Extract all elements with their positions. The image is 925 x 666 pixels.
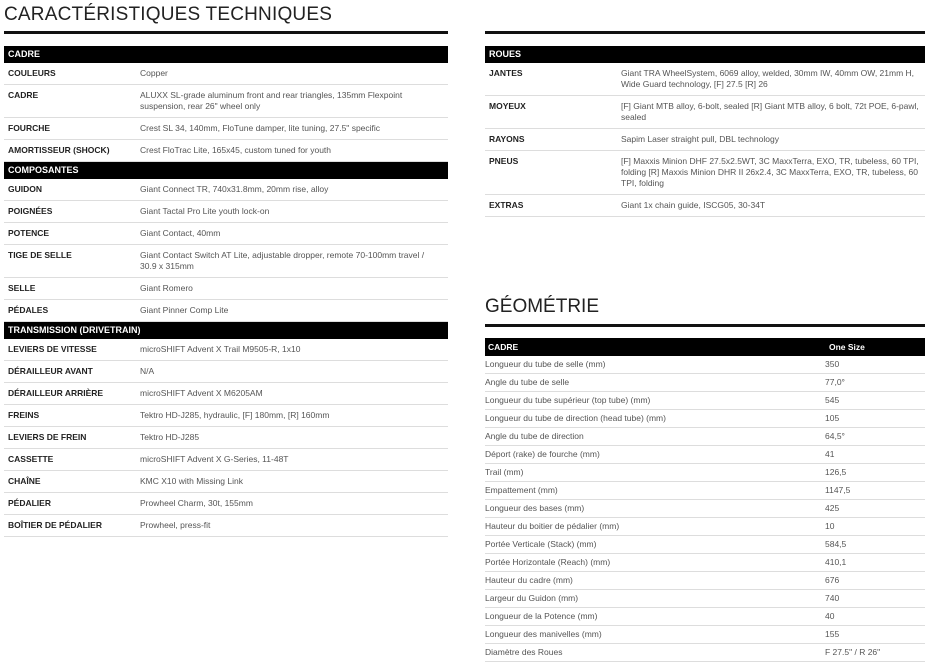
spec-label: AMORTISSEUR (SHOCK): [8, 145, 110, 155]
geometry-label: Empattement (mm): [485, 485, 558, 495]
geometry-row: [485, 572, 925, 590]
geometry-label: Longueur du tube de direction (head tube) (mm): [485, 413, 666, 423]
spec-value: Crest FloTrac Lite, 165x45, custom tuned for youth: [140, 145, 332, 155]
section-heading: CADRE: [4, 46, 448, 63]
spec-value: ALUXX SL-grade aluminum front and rear triangles, 135mm Flexpoint suspension, rear 26" wheel only: [140, 90, 403, 111]
spec-value: KMC X10 with Missing Link: [140, 476, 243, 486]
geometry-row: [485, 536, 925, 554]
spec-label: LEVIERS DE VITESSE: [8, 344, 97, 354]
spec-row: [485, 129, 925, 151]
geometry-row: [485, 590, 925, 608]
geometry-header-size: One Size: [829, 342, 865, 352]
geometry-value: 350: [825, 359, 840, 369]
geometry-row: [485, 518, 925, 536]
spec-row: [4, 361, 448, 383]
geometry-value: 77,0°: [825, 377, 845, 387]
spec-value: Prowheel, press-fit: [140, 520, 211, 530]
geometry-label: Angle du tube de direction: [485, 431, 584, 441]
spec-row: [485, 63, 925, 96]
geometry-value: 676: [825, 575, 840, 585]
spec-row: [4, 179, 448, 201]
geometry-label: Longueur des bases (mm): [485, 503, 585, 513]
geometry-label: Hauteur du cadre (mm): [485, 575, 573, 585]
spec-row: [485, 96, 925, 129]
spec-label: EXTRAS: [489, 200, 524, 210]
spec-label: CASSETTE: [8, 454, 54, 464]
geometry-table-header: [485, 338, 925, 356]
spec-label: PNEUS: [489, 156, 519, 166]
spec-table-right: [485, 46, 925, 217]
geometry-value: F 27.5" / R 26": [825, 647, 881, 657]
spec-value: Giant 1x chain guide, ISCG05, 30-34T: [621, 200, 766, 210]
spec-label: POIGNÉES: [8, 206, 53, 216]
spec-value: Copper: [140, 68, 168, 78]
geometry-value: 425: [825, 503, 840, 513]
geometry-label: Portée Horizontale (Reach) (mm): [485, 557, 611, 567]
geometry-label: Longueur du tube supérieur (top tube) (mm): [485, 395, 651, 405]
section-heading: ROUES: [485, 46, 925, 63]
spec-label: MOYEUX: [489, 101, 526, 111]
spec-label: FREINS: [8, 410, 40, 420]
spec-row: [4, 140, 448, 162]
section-heading: COMPOSANTES: [4, 162, 448, 179]
spec-value: Crest SL 34, 140mm, FloTune damper, lite tuning, 27.5" specific: [140, 123, 381, 133]
geometry-value: 584,5: [825, 539, 847, 549]
title-rule-right: [485, 31, 925, 34]
geometry-value: 545: [825, 395, 840, 405]
spec-value: Giant Romero: [140, 283, 193, 293]
spec-row: [4, 339, 448, 361]
geometry-label: Largeur du Guidon (mm): [485, 593, 579, 603]
geometry-label: Angle du tube de selle: [485, 377, 570, 387]
spec-row: [4, 245, 448, 278]
geometry-header-label: CADRE: [488, 342, 519, 352]
geometry-value: 410,1: [825, 557, 847, 567]
geometry-title-rule: [485, 324, 925, 327]
spec-value: Giant Contact, 40mm: [140, 228, 221, 238]
spec-label: COULEURS: [8, 68, 56, 78]
spec-value: microSHIFT Advent X Trail M9505-R, 1x10: [140, 344, 301, 354]
spec-value: Giant Pinner Comp Lite: [140, 305, 229, 315]
geometry-row: [485, 446, 925, 464]
geometry-row: [485, 482, 925, 500]
geometry-table: [485, 338, 925, 662]
geometry-row: [485, 392, 925, 410]
spec-row: [4, 493, 448, 515]
geometry-label: Longueur du tube de selle (mm): [485, 359, 606, 369]
geometry-label: Diamètre des Roues: [485, 647, 563, 657]
section-heading: TRANSMISSION (DRIVETRAIN): [4, 322, 448, 339]
spec-label: FOURCHE: [8, 123, 51, 133]
geometry-value: 41: [825, 449, 835, 459]
spec-label: DÉRAILLEUR ARRIÈRE: [8, 388, 104, 398]
spec-value: [F] Maxxis Minion DHF 27.5x2.5WT, 3C MaxxTerra, EXO, TR, tubeless, 60 TPI, folding [R] Maxxis Minion DHR II 26x2.4, 3C MaxxTerra, EXO, TR, tubeless, 60 TPI, folding: [621, 156, 919, 188]
spec-row: [4, 427, 448, 449]
spec-label: LEVIERS DE FREIN: [8, 432, 87, 442]
spec-row: [4, 201, 448, 223]
spec-label: SELLE: [8, 283, 36, 293]
title-rule-left: [4, 31, 448, 34]
spec-row: [4, 63, 448, 85]
geometry-label: Déport (rake) de fourche (mm): [485, 449, 600, 459]
spec-value: Giant Connect TR, 740x31.8mm, 20mm rise, alloy: [140, 184, 329, 194]
spec-row: [485, 151, 925, 195]
geometry-label: Longueur de la Potence (mm): [485, 611, 598, 621]
geometry-row: [485, 626, 925, 644]
geometry-row: [485, 464, 925, 482]
spec-value: Tektro HD-J285, hydraulic, [F] 180mm, [R] 160mm: [140, 410, 330, 420]
geometry-row: [485, 374, 925, 392]
spec-value: Tektro HD-J285: [140, 432, 200, 442]
spec-value: Giant Tactal Pro Lite youth lock-on: [140, 206, 270, 216]
spec-label: PÉDALIER: [8, 498, 51, 508]
geometry-row: [485, 356, 925, 374]
spec-label: BOÎTIER DE PÉDALIER: [8, 520, 102, 530]
geometry-row: [485, 410, 925, 428]
spec-value: Giant Contact Switch AT Lite, adjustable dropper, remote 70-100mm travel / 30.9 x 315mm: [140, 250, 425, 271]
spec-row: [4, 85, 448, 118]
spec-row: [4, 449, 448, 471]
geometry-row: [485, 608, 925, 626]
spec-label: JANTES: [489, 68, 523, 78]
spec-row: [485, 195, 925, 217]
spec-value: Prowheel Charm, 30t, 155mm: [140, 498, 253, 508]
geometry-value: 740: [825, 593, 840, 603]
geometry-label: Longueur des manivelles (mm): [485, 629, 602, 639]
spec-value: microSHIFT Advent X M6205AM: [140, 388, 263, 398]
geometry-value: 155: [825, 629, 840, 639]
spec-row: [4, 405, 448, 427]
spec-row: [4, 300, 448, 322]
spec-value: [F] Giant MTB alloy, 6-bolt, sealed [R] Giant MTB alloy, 6 bolt, 72t POE, 6-pawl, sealed: [621, 101, 919, 122]
spec-label: CADRE: [8, 90, 39, 100]
spec-row: [4, 278, 448, 300]
spec-table-left: [4, 46, 448, 537]
geometry-row: [485, 500, 925, 518]
spec-row: [4, 383, 448, 405]
spec-row: [4, 118, 448, 140]
geometry-value: 40: [825, 611, 835, 621]
spec-value: Giant TRA WheelSystem, 6069 alloy, welded, 30mm IW, 40mm OW, 21mm H, Wide Guard technology, [F] 27.5 [R] 26: [621, 68, 915, 89]
geometry-value: 126,5: [825, 467, 847, 477]
geometry-row: [485, 644, 925, 662]
page-title: CARACTÉRISTIQUES TECHNIQUES: [4, 4, 333, 25]
geometry-row: [485, 428, 925, 446]
geometry-label: Hauteur du boitier de pédalier (mm): [485, 521, 620, 531]
geometry-value: 1147,5: [825, 485, 851, 495]
spec-label: RAYONS: [489, 134, 525, 144]
geometry-label: Portée Verticale (Stack) (mm): [485, 539, 597, 549]
spec-value: Sapim Laser straight pull, DBL technology: [621, 134, 779, 144]
geometry-value: 64,5°: [825, 431, 845, 441]
spec-label: DÉRAILLEUR AVANT: [8, 366, 93, 376]
spec-label: CHAÎNE: [8, 476, 41, 486]
spec-label: GUIDON: [8, 184, 42, 194]
geometry-value: 105: [825, 413, 840, 423]
spec-label: PÉDALES: [8, 305, 49, 315]
geometry-value: 10: [825, 521, 835, 531]
spec-row: [4, 223, 448, 245]
spec-label: TIGE DE SELLE: [8, 250, 72, 260]
spec-label: POTENCE: [8, 228, 50, 238]
geometry-label: Trail (mm): [485, 467, 524, 477]
geometry-title: GÉOMÉTRIE: [485, 296, 600, 317]
spec-value: microSHIFT Advent X G-Series, 11-48T: [140, 454, 289, 464]
spec-row: [4, 515, 448, 537]
spec-value: N/A: [140, 366, 155, 376]
geometry-row: [485, 554, 925, 572]
spec-row: [4, 471, 448, 493]
